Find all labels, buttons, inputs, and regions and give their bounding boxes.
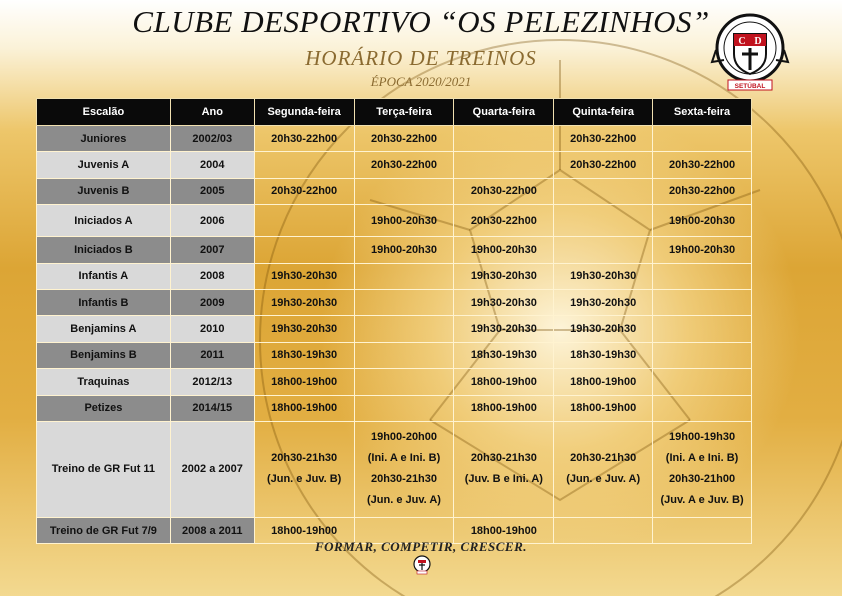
table-row — [37, 395, 752, 421]
time-slot: 20h30-21h30 — [370, 473, 438, 486]
thursday-cell: 18h30-19h30 — [554, 342, 653, 368]
logo-banner-text: SETÚBAL — [734, 83, 766, 90]
monday-cell: 20h30-22h00 — [254, 126, 354, 152]
thursday-cell — [554, 421, 653, 517]
friday-cell — [653, 395, 752, 421]
tuesday-cell — [354, 395, 454, 421]
table-row — [37, 178, 752, 204]
monday-cell: 18h30-19h30 — [254, 342, 354, 368]
monday-cell — [254, 421, 354, 517]
time-slot: 20h30-21h30 — [470, 452, 537, 465]
time-slot: 20h30-21h00 — [669, 473, 736, 486]
tuesday-cell: 20h30-22h00 — [354, 126, 454, 152]
tuesday-cell — [354, 316, 454, 342]
monday-cell — [254, 205, 354, 237]
small-crest-icon — [413, 555, 431, 575]
wednesday-cell: 18h30-19h30 — [454, 342, 554, 368]
club-crest-logo — [708, 10, 792, 94]
thursday-cell — [554, 237, 653, 263]
wednesday-cell: 19h00-20h30 — [454, 237, 554, 263]
club-motto: FORMAR, COMPETIR, CRESCER. — [314, 539, 528, 554]
table-row — [37, 237, 752, 263]
season-label: ÉPOCA 2020/2021 — [370, 74, 472, 89]
ano-cell: 2006 — [170, 205, 254, 237]
monday-cell: 18h00-19h00 — [254, 395, 354, 421]
ano-cell: 2010 — [170, 316, 254, 342]
logo-letter-d: D — [754, 36, 762, 47]
time-slot: 20h30-21h30 — [570, 452, 637, 465]
escalao-cell: Treino de GR Fut 7/9 — [37, 517, 171, 543]
slot-note: (Jun. e Juv. A) — [566, 473, 641, 486]
ano-cell: 2012/13 — [170, 369, 254, 395]
table-row-gr-fut11 — [37, 421, 752, 517]
escalao-cell: Benjamins B — [37, 342, 171, 368]
monday-cell: 19h30-20h30 — [254, 289, 354, 315]
friday-cell — [653, 316, 752, 342]
friday-cell — [653, 369, 752, 395]
column-header-tuesday: Terça-feira — [354, 99, 454, 126]
thursday-cell — [554, 178, 653, 204]
monday-cell: 20h30-22h00 — [254, 178, 354, 204]
escalao-cell: Iniciados B — [37, 237, 171, 263]
friday-cell — [653, 263, 752, 289]
escalao-cell: Juvenis B — [37, 178, 171, 204]
friday-cell: 19h00-20h30 — [653, 205, 752, 237]
friday-cell: 20h30-22h00 — [653, 178, 752, 204]
thursday-cell: 20h30-22h00 — [554, 152, 653, 178]
ano-cell: 2008 — [170, 263, 254, 289]
wednesday-cell: 19h30-20h30 — [454, 289, 554, 315]
thursday-cell: 20h30-22h00 — [554, 126, 653, 152]
wednesday-cell: 20h30-22h00 — [454, 205, 554, 237]
time-slot: 20h30-21h30 — [271, 452, 338, 465]
tuesday-cell — [354, 263, 454, 289]
tuesday-cell: 19h00-20h30 — [354, 237, 454, 263]
club-title: CLUBE DESPORTIVO “OS PELEZINHOS” — [132, 4, 710, 39]
thursday-cell: 18h00-19h00 — [554, 369, 653, 395]
tuesday-cell — [354, 421, 454, 517]
ano-cell: 2009 — [170, 289, 254, 315]
column-header-wednesday: Quarta-feira — [454, 99, 554, 126]
monday-cell — [254, 152, 354, 178]
slot-note: (Juv. B e Ini. A) — [464, 473, 543, 486]
tuesday-cell — [354, 369, 454, 395]
column-header-friday: Sexta-feira — [653, 99, 752, 126]
table-row — [37, 316, 752, 342]
table-row — [37, 152, 752, 178]
table-row — [37, 263, 752, 289]
thursday-cell — [554, 205, 653, 237]
escalao-cell: Traquinas — [37, 369, 171, 395]
slot-note: (Jun. e Juv. B) — [266, 473, 342, 486]
wednesday-cell: 18h00-19h00 — [454, 369, 554, 395]
column-header-escalao: Escalão — [37, 99, 171, 126]
table-header-row — [37, 99, 752, 126]
wednesday-cell: 18h00-19h00 — [454, 395, 554, 421]
monday-cell — [254, 237, 354, 263]
monday-cell: 18h00-19h00 — [254, 517, 354, 543]
slot-note: (Ini. A e Ini. B) — [665, 452, 739, 465]
thursday-cell: 18h00-19h00 — [554, 395, 653, 421]
tuesday-cell: 19h00-20h30 — [354, 205, 454, 237]
escalao-cell: Juvenis A — [37, 152, 171, 178]
friday-cell — [653, 342, 752, 368]
ano-cell: 2002/03 — [170, 126, 254, 152]
ano-cell: 2011 — [170, 342, 254, 368]
escalao-cell: Petizes — [37, 395, 171, 421]
time-slot: 19h00-19h30 — [669, 431, 736, 444]
table-row — [37, 126, 752, 152]
tuesday-cell — [354, 342, 454, 368]
time-slot: 19h00-20h00 — [370, 431, 438, 444]
column-header-thursday: Quinta-feira — [554, 99, 653, 126]
schedule-subtitle: HORÁRIO DE TREINOS — [305, 46, 537, 70]
monday-cell: 19h30-20h30 — [254, 263, 354, 289]
wednesday-cell: 18h00-19h00 — [454, 517, 554, 543]
ano-cell: 2002 a 2007 — [170, 421, 254, 517]
ano-cell: 2008 a 2011 — [170, 517, 254, 543]
training-schedule-table — [36, 98, 752, 544]
tuesday-cell: 20h30-22h00 — [354, 152, 454, 178]
table-row — [37, 289, 752, 315]
wednesday-cell — [454, 152, 554, 178]
escalao-cell: Benjamins A — [37, 316, 171, 342]
ano-cell: 2014/15 — [170, 395, 254, 421]
wednesday-cell — [454, 421, 554, 517]
slot-note: (Jun. e Juv. A) — [367, 494, 441, 507]
ano-cell: 2004 — [170, 152, 254, 178]
wednesday-cell: 20h30-22h00 — [454, 178, 554, 204]
table-row — [37, 342, 752, 368]
friday-cell — [653, 421, 752, 517]
friday-cell: 19h00-20h30 — [653, 237, 752, 263]
column-header-monday: Segunda-feira — [254, 99, 354, 126]
monday-cell: 19h30-20h30 — [254, 316, 354, 342]
escalao-cell: Treino de GR Fut 11 — [37, 421, 171, 517]
ano-cell: 2007 — [170, 237, 254, 263]
ano-cell: 2005 — [170, 178, 254, 204]
friday-cell — [653, 289, 752, 315]
table-row — [37, 369, 752, 395]
escalao-cell: Infantis B — [37, 289, 171, 315]
thursday-cell: 19h30-20h30 — [554, 289, 653, 315]
slot-note: (Ini. A e Ini. B) — [367, 452, 441, 465]
table-row — [37, 205, 752, 237]
tuesday-cell — [354, 289, 454, 315]
escalao-cell: Iniciados A — [37, 205, 171, 237]
tuesday-cell — [354, 178, 454, 204]
wednesday-cell — [454, 126, 554, 152]
monday-cell: 18h00-19h00 — [254, 369, 354, 395]
escalao-cell: Juniores — [37, 126, 171, 152]
thursday-cell: 19h30-20h30 — [554, 316, 653, 342]
wednesday-cell: 19h30-20h30 — [454, 316, 554, 342]
thursday-cell: 19h30-20h30 — [554, 263, 653, 289]
slot-note: (Juv. A e Juv. B) — [660, 494, 744, 507]
friday-cell: 20h30-22h00 — [653, 152, 752, 178]
logo-letter-c: C — [738, 36, 746, 47]
friday-cell — [653, 126, 752, 152]
wednesday-cell: 19h30-20h30 — [454, 263, 554, 289]
column-header-ano: Ano — [170, 99, 254, 126]
escalao-cell: Infantis A — [37, 263, 171, 289]
